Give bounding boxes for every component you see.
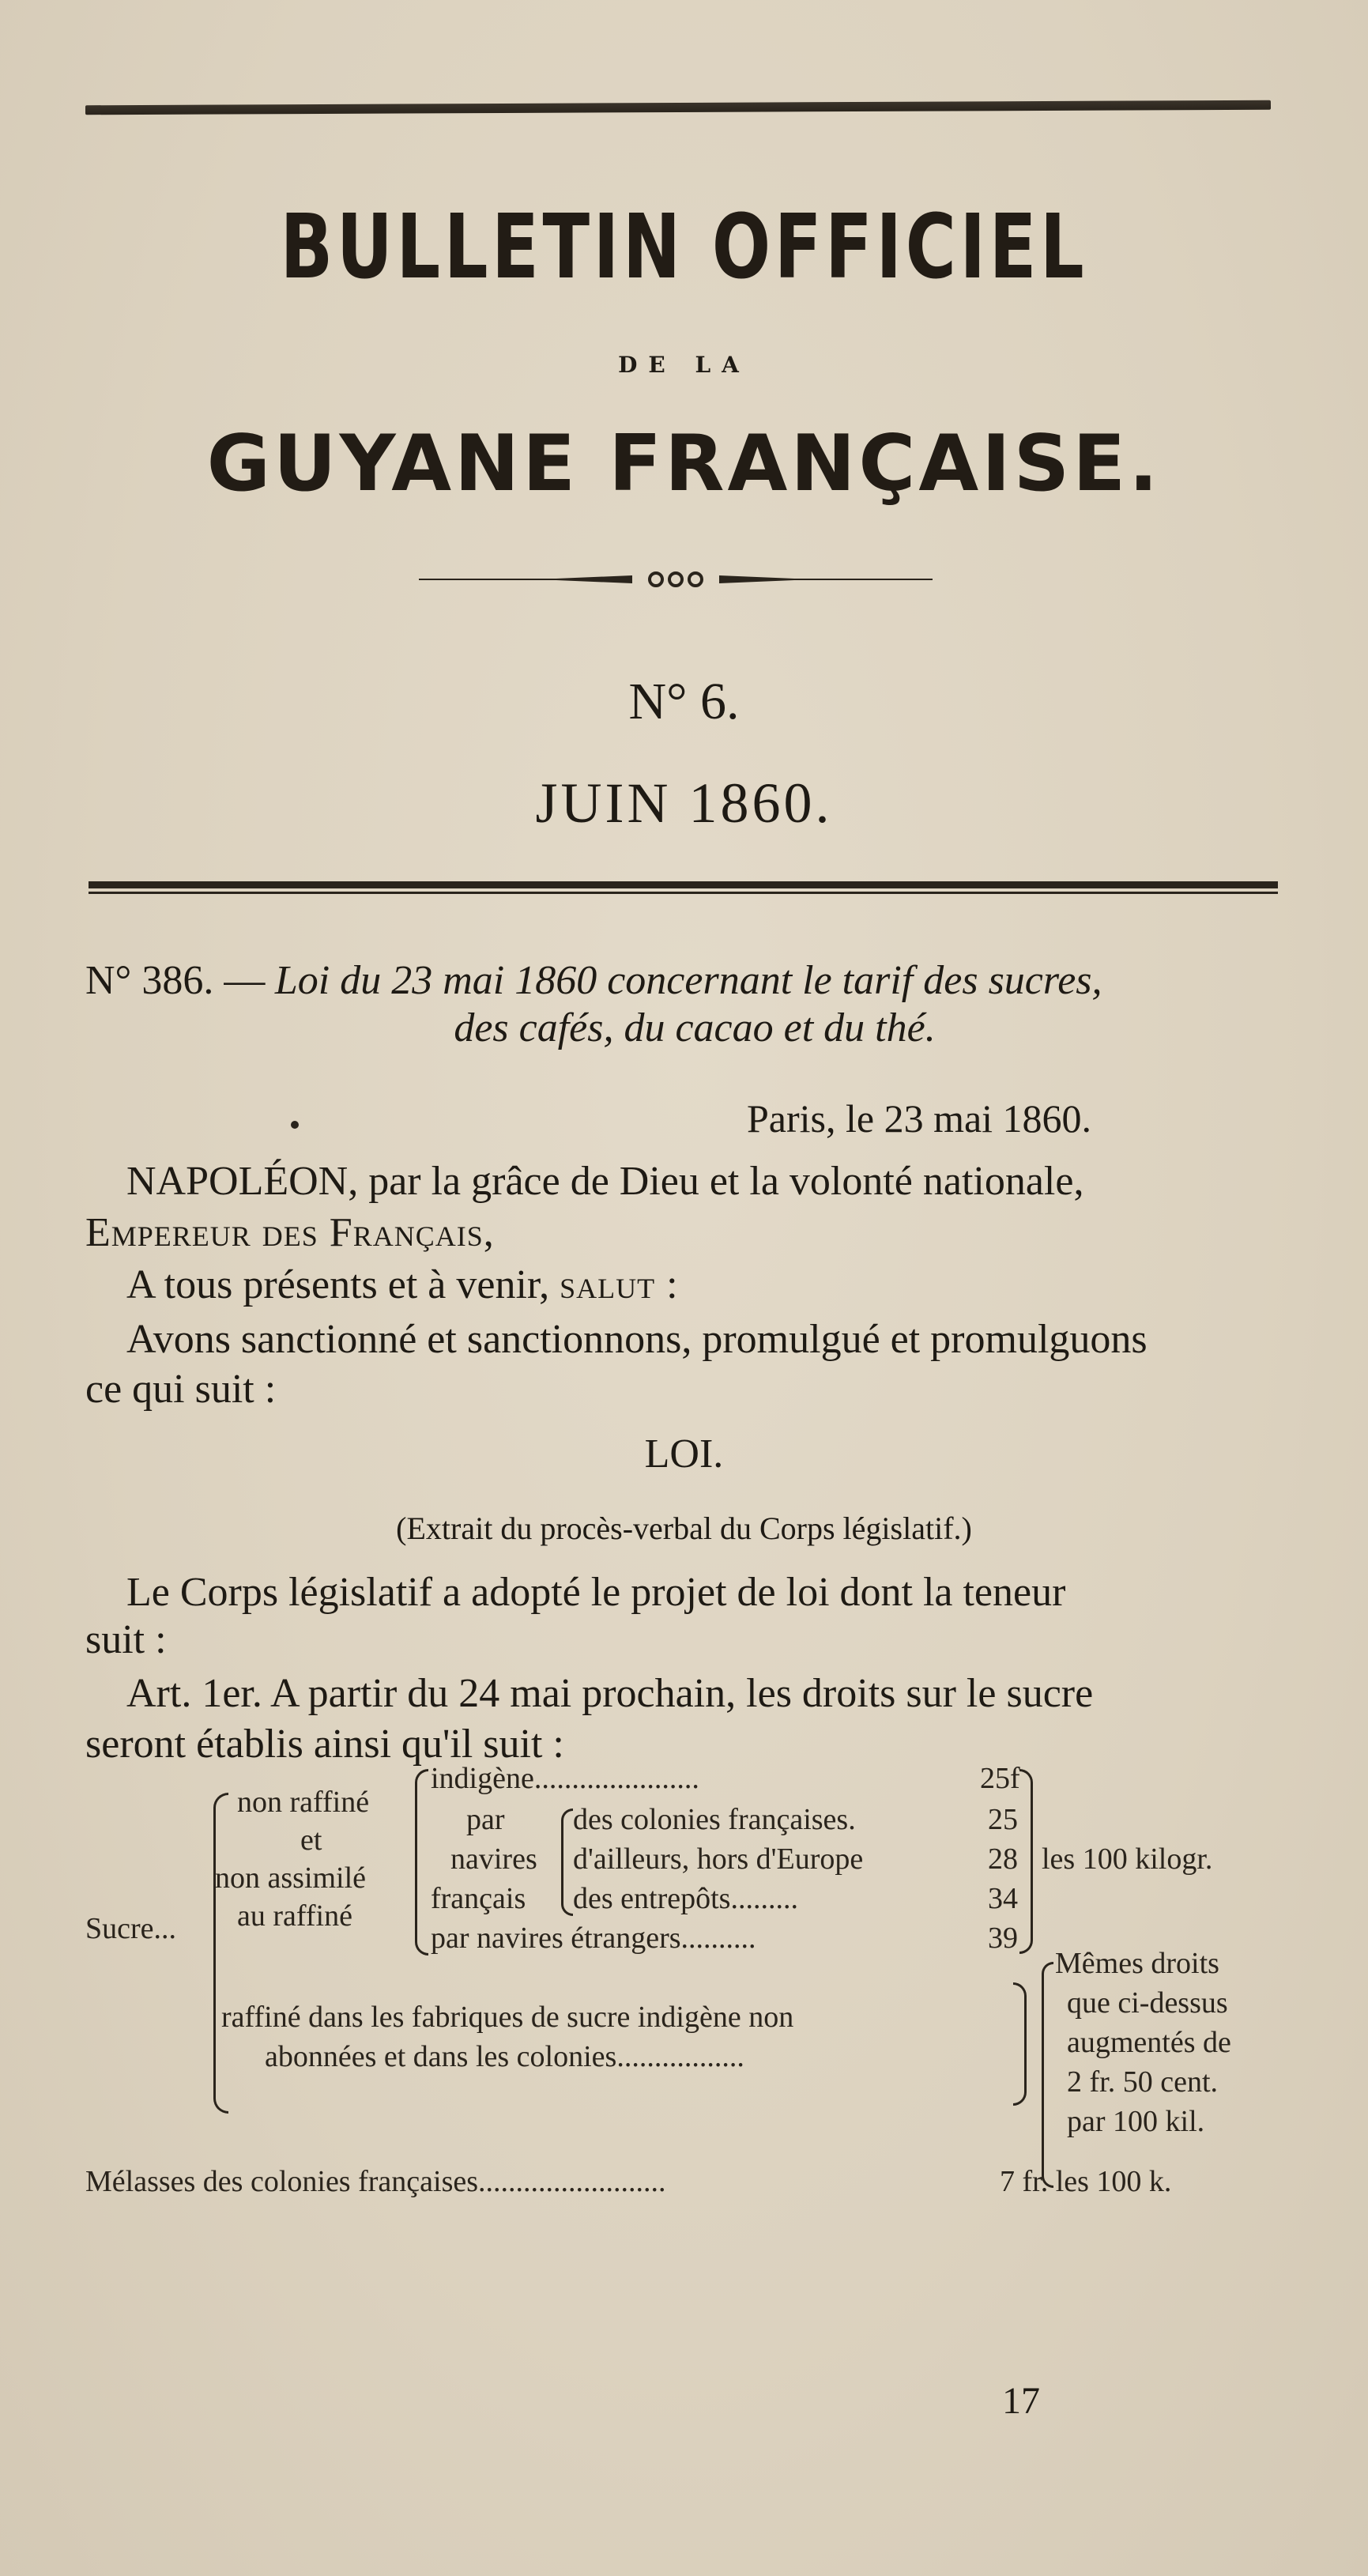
memes-droits-3: augmentés de — [1067, 2026, 1231, 2059]
non-raffine-et: et — [300, 1824, 322, 1857]
article-1a: Art. 1er. A partir du 24 mai prochain, les droits sur le sucre — [126, 1671, 1094, 1716]
memes-brace — [1042, 1962, 1053, 2188]
issue-number: N° 6. — [628, 673, 740, 730]
memes-droits-2: que ci-dessus — [1067, 1986, 1228, 2020]
colonies-francaises: des colonies françaises. — [573, 1803, 856, 1836]
par-label: par — [466, 1803, 505, 1836]
non-raffine: non raffiné — [237, 1786, 370, 1819]
melasses-label: Mélasses des colonies françaises......................... — [85, 2165, 666, 2198]
top-rule — [85, 100, 1271, 115]
law-date: Paris, le 23 mai 1860. — [747, 1096, 1092, 1141]
etrangers-value: 39 — [988, 1922, 1018, 1955]
navires-etrangers: par navires étrangers.......... — [431, 1922, 756, 1955]
intro-line-1: NAPOLÉON, par la grâce de Dieu et la volonté nationale, — [126, 1159, 1084, 1204]
intro-line-4: Avons sanctionné et sanctionnons, promulgué et promulguons — [126, 1317, 1148, 1362]
intro-line-3a: A tous présents et à venir, — [126, 1262, 550, 1307]
double-rule — [89, 880, 1278, 897]
extract-note: (Extrait du procès-verbal du Corps législatif.) — [396, 1511, 972, 1546]
entrepots: des entrepôts......... — [573, 1882, 798, 1915]
intro-line-5: ce qui suit : — [85, 1367, 277, 1412]
raffine-brace — [1013, 1982, 1027, 2106]
ailleurs-value: 28 — [988, 1842, 1018, 1876]
title-connector: DE LA — [618, 352, 750, 378]
law-title-line1: Loi du 23 mai 1860 concernant le tarif des sucres, — [274, 958, 1102, 1003]
ornament-divider — [419, 571, 933, 588]
memes-droits-1: Mêmes droits — [1055, 1947, 1219, 1980]
navires-label: navires — [450, 1842, 537, 1876]
raffine-line-2: abonnées et dans les colonies................. — [265, 2040, 744, 2073]
navires-brace — [561, 1808, 573, 1916]
issue-month: JUIN 1860. — [535, 771, 833, 835]
non-assimile: non assimilé — [215, 1861, 367, 1895]
melasses-value: 7 fr. les 100 k. — [1000, 2165, 1172, 2198]
memes-droits-5: par 100 kil. — [1067, 2105, 1205, 2138]
law-title-line2: des cafés, du cacao et du thé. — [454, 1005, 936, 1050]
paragraph-1b: suit : — [85, 1617, 167, 1662]
sucre-brace — [213, 1793, 228, 2114]
intro-line-2: Empereur des Français, — [85, 1210, 495, 1255]
paragraph-1a: Le Corps législatif a adopté le projet de loi dont la teneur — [126, 1570, 1066, 1615]
article-1b: seront établis ainsi qu'il suit : — [85, 1722, 564, 1767]
unit-label: les 100 kilogr. — [1042, 1842, 1213, 1876]
type-brace — [415, 1769, 428, 1956]
intro-line-3 — [126, 1262, 679, 1308]
sucre-label: Sucre... — [85, 1912, 177, 1945]
intro-line-3b: salut : — [560, 1262, 679, 1307]
francais-label: français — [431, 1882, 526, 1915]
page-number: 17 — [1002, 2380, 1040, 2422]
loi-heading: LOI. — [644, 1431, 724, 1477]
entrepots-value: 34 — [988, 1882, 1018, 1915]
ailleurs-hors-europe: d'ailleurs, hors d'Europe — [573, 1842, 864, 1876]
value-brace — [1019, 1769, 1033, 1954]
bulletin-title: BULLETIN OFFICIEL — [280, 196, 1088, 299]
au-raffine: au raffiné — [237, 1899, 352, 1933]
raffine-line-1: raffiné dans les fabriques de sucre indigène non — [221, 2001, 794, 2034]
memes-droits-4: 2 fr. 50 cent. — [1067, 2065, 1219, 2099]
indigene-value: 25f — [980, 1762, 1020, 1795]
ink-spot — [291, 1121, 299, 1129]
law-number: N° 386. — — [85, 958, 266, 1003]
bulletin-subtitle: GUYANE FRANÇAISE. — [206, 419, 1162, 509]
law-heading — [85, 956, 1280, 1052]
indigene: indigène...................... — [431, 1762, 699, 1795]
colonies-value: 25 — [988, 1803, 1018, 1836]
